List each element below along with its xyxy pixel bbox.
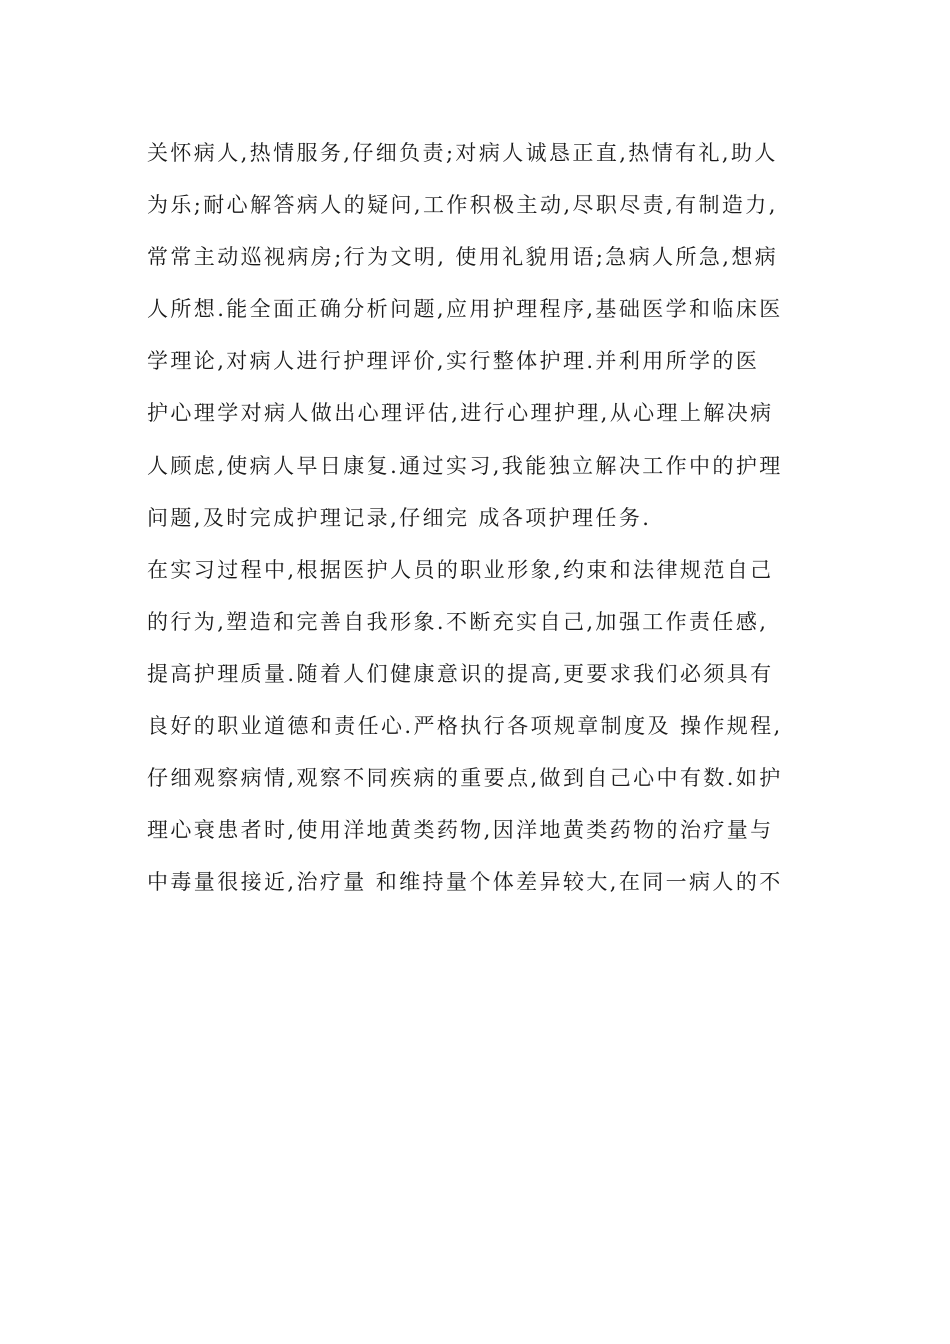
text-line: 关怀病人,热情服务,仔细负责;对病人诚恳正直,热情有礼,助人 bbox=[147, 141, 778, 165]
text-line: 中毒量很接近,治疗量 和维持量个体差异较大,在同一病人的不 bbox=[147, 870, 783, 895]
text-line: 常常主动巡视病房;行为文明, 使用礼貌用语;急病人所急,想病 bbox=[147, 245, 779, 270]
text-line: 提高护理质量.随着人们健康意识的提高,更要求我们必须具有 bbox=[147, 661, 774, 686]
text-line: 理心衰患者时,使用洋地黄类药物,因洋地黄类药物的治疗量与 bbox=[147, 818, 774, 843]
body-text bbox=[147, 134, 819, 915]
text-line: 问题,及时完成护理记录,仔细完 成各项护理任务. bbox=[147, 505, 652, 530]
text-line: 人所想.能全面正确分析问题,应用护理程序,基础医学和临床医 bbox=[147, 297, 783, 322]
text-line: 学理论,对病人进行护理评价,实行整体护理.并利用所学的医 bbox=[147, 349, 760, 374]
text-line: 的行为,塑造和完善自我形象.不断充实自己,加强工作责任感, bbox=[147, 609, 769, 634]
text-line: 为乐;耐心解答病人的疑问,工作积极主动,尽职尽责,有制造力, bbox=[147, 193, 778, 218]
text-line: 在实习过程中,根据医护人员的职业形象,约束和法律规范自己 bbox=[147, 557, 774, 582]
text-line: 护心理学对病人做出心理评估,进行心理护理,从心理上解决病 bbox=[147, 401, 774, 426]
text-line: 良好的职业道德和责任心.严格执行各项规章制度及 操作规程, bbox=[147, 714, 783, 739]
text-line: 仔细观察病情,观察不同疾病的重要点,做到自己心中有数.如护 bbox=[147, 766, 783, 791]
text-line: 人顾虑,使病人早日康复.通过实习,我能独立解决工作中的护理 bbox=[147, 453, 783, 478]
